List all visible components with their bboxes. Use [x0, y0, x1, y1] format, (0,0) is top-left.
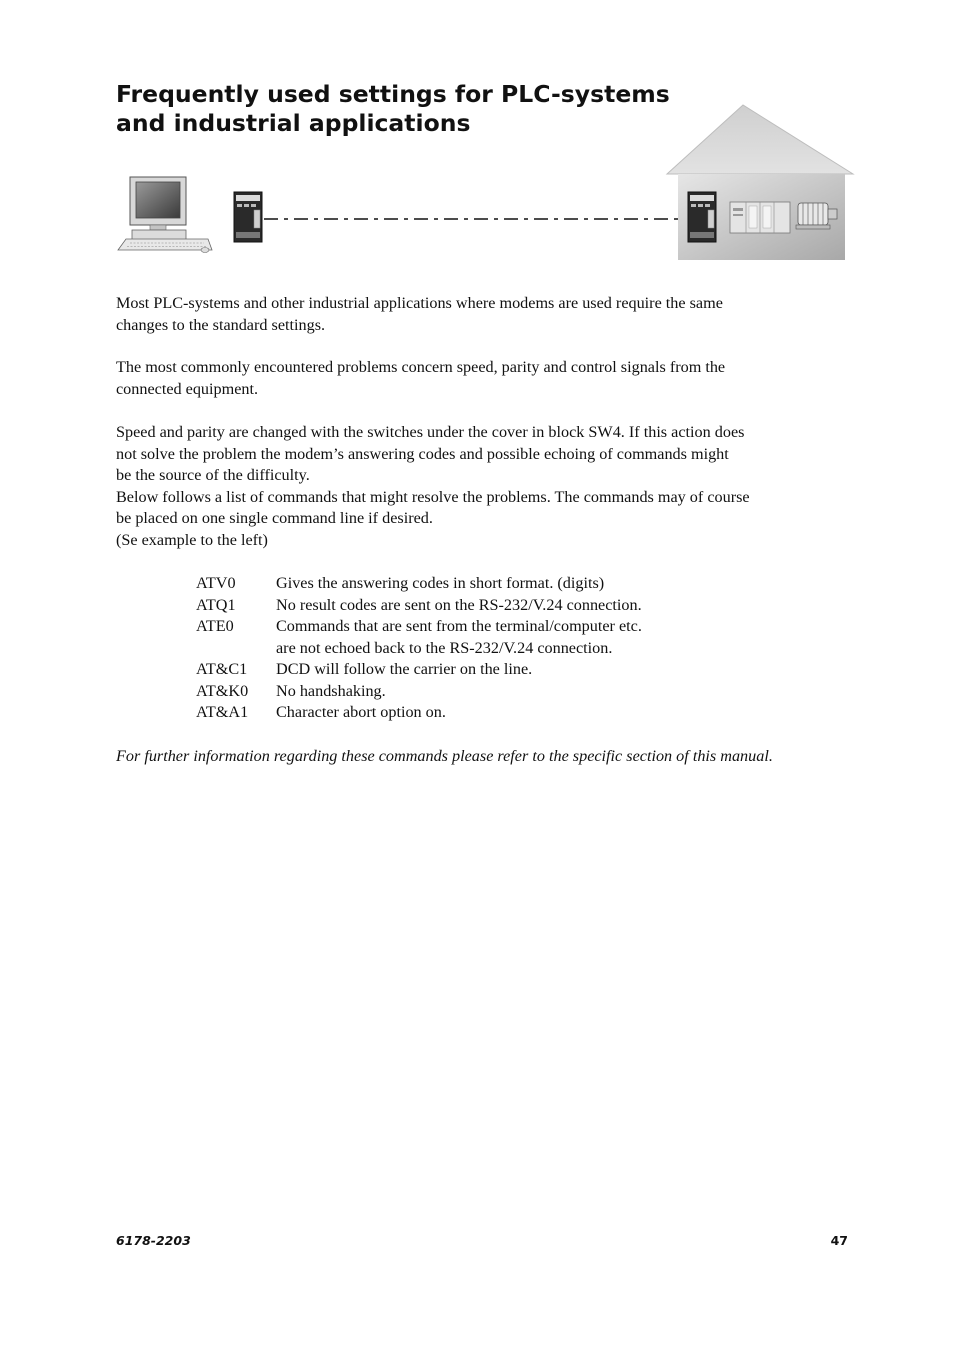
- command-row: [196, 702, 642, 724]
- command-description-line: No handshaking.: [276, 681, 386, 700]
- command-description: [276, 702, 446, 724]
- paragraph-line: connected equipment.: [116, 379, 259, 398]
- paragraph-line: changes to the standard settings.: [116, 315, 326, 334]
- paragraph-line: be the source of the difficulty.: [116, 466, 310, 484]
- page-number: 47: [830, 1233, 848, 1248]
- command-description-line: No result codes are sent on the RS-232/V.24 connection.: [276, 595, 642, 614]
- command-code: AT&A1: [196, 703, 249, 721]
- command-row: [196, 659, 642, 681]
- reference-note: For further information regarding these commands please refer to the specific section of this manual.: [116, 747, 773, 765]
- paragraph-line: be placed on one single command line if desired.: [116, 509, 433, 527]
- command-row: [196, 681, 642, 703]
- command-code: ATE0: [196, 617, 234, 635]
- paragraph-line: Most PLC-systems and other industrial applications where modems are used require the same: [116, 294, 723, 312]
- command-row: [196, 595, 642, 617]
- command-description: [276, 595, 642, 617]
- modem-icon: [688, 192, 716, 242]
- command-description-line: are not echoed back to the RS-232/V.24 connection.: [276, 638, 613, 657]
- paragraph-line: not solve the problem the modem’s answering codes and possible echoing of commands might: [116, 444, 729, 463]
- command-row: [196, 616, 642, 659]
- paragraph-3: [116, 422, 856, 551]
- command-row: [196, 573, 642, 595]
- document-number: 6178-2203: [116, 1233, 191, 1248]
- command-description: [276, 616, 642, 659]
- paragraph-1: [116, 293, 856, 336]
- command-list: [196, 573, 642, 724]
- command-description-line: Commands that are sent from the terminal/computer etc.: [276, 617, 642, 635]
- command-code: AT&K0: [196, 681, 249, 700]
- paragraph-line: (Se example to the left): [116, 530, 268, 549]
- plc-icon: [730, 202, 790, 233]
- command-description: [276, 681, 386, 703]
- command-code: ATV0: [196, 574, 236, 592]
- paragraph-line: Below follows a list of commands that might resolve the problems. The commands may of course: [116, 487, 750, 506]
- page-title-line-1: Frequently used settings for PLC-systems: [116, 80, 670, 108]
- command-description: [276, 573, 604, 595]
- paragraph-line: The most commonly encountered problems concern speed, parity and control signals from the: [116, 358, 726, 376]
- connection-diagram: [110, 100, 860, 270]
- command-code: AT&C1: [196, 660, 248, 678]
- command-description-line: Character abort option on.: [276, 703, 446, 721]
- command-code: ATQ1: [196, 595, 236, 614]
- command-description: [276, 659, 532, 681]
- paragraph-2: [116, 357, 856, 400]
- computer-icon: [118, 177, 212, 253]
- command-description-line: Gives the answering codes in short format. (digits): [276, 574, 605, 592]
- page-title-line-2: and industrial applications: [116, 109, 471, 137]
- command-description-line: DCD will follow the carrier on the line.: [276, 660, 533, 678]
- modem-icon: [234, 192, 262, 242]
- paragraph-line: Speed and parity are changed with the switches under the cover in block SW4. If this action does: [116, 423, 745, 441]
